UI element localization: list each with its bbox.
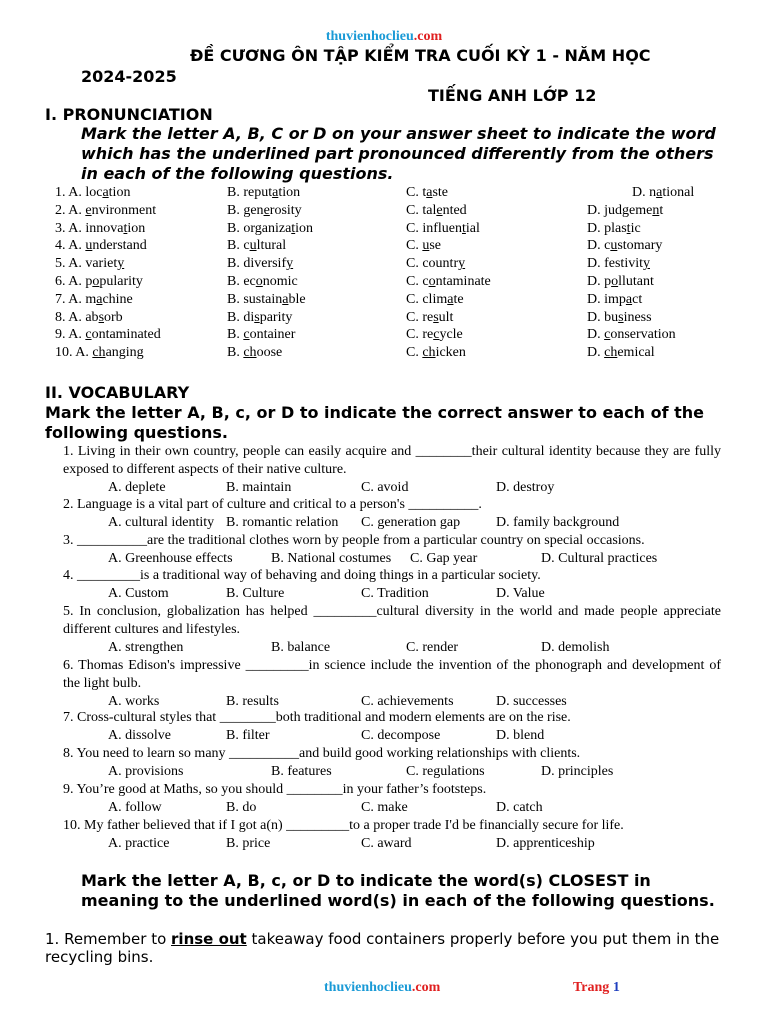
- answer-option-b: B. Culture: [226, 585, 285, 601]
- brand-suffix: .com: [413, 29, 443, 44]
- pronunciation-option: [406, 273, 491, 291]
- pronunciation-option: [227, 309, 292, 327]
- underlined-sound: e: [263, 202, 270, 218]
- word-prefix: B. c: [227, 238, 250, 254]
- word-prefix: D.: [587, 327, 605, 343]
- document-subtitle: TIẾNG ANH LỚP 12: [428, 86, 597, 105]
- vocab-question-1: 1. Living in their own country, people can easily acquire and ________their cultural identity because they are fully exposed to different aspects of their native culture.: [63, 444, 721, 477]
- word-suffix: ycle: [439, 327, 463, 343]
- pronunciation-option: [55, 344, 144, 362]
- underlined-sound: e: [85, 202, 92, 218]
- word-prefix: D. c: [587, 238, 611, 254]
- vocab-question-10: 10. My father believed that if I got a(n) _________to a proper trade I'd be financially secure for life.: [63, 818, 624, 833]
- word-prefix: C. t: [406, 185, 427, 200]
- word-prefix: D. festivit: [587, 256, 643, 272]
- answer-option-c: C. achievements: [361, 693, 454, 709]
- word-prefix: D. n: [632, 185, 657, 200]
- brand-suffix: .com: [411, 980, 441, 995]
- word-prefix: D. judgeme: [587, 202, 653, 218]
- word-suffix: ontaminated: [91, 327, 161, 343]
- answer-option-d: D. Cultural practices: [541, 550, 658, 566]
- underlined-sound: n: [652, 202, 660, 218]
- word-suffix: stomary: [617, 238, 663, 254]
- vocab-question-2: 2. Language is a vital part of culture and critical to a person's __________.: [63, 497, 482, 512]
- pronunciation-row: [0, 220, 768, 238]
- section-pronunciation-heading: I. PRONUNCIATION: [45, 105, 213, 124]
- answer-option-d: D. Value: [496, 585, 545, 601]
- word-prefix: B. diversif: [227, 256, 287, 272]
- underlined-sound: ch: [604, 345, 618, 361]
- underlined-sound: s: [98, 309, 105, 325]
- answer-option-c: C. generation gap: [361, 514, 461, 530]
- pronunciation-row: [0, 255, 768, 273]
- word-prefix: C.: [406, 345, 423, 361]
- underlined-sound: s: [618, 309, 624, 325]
- pronunciation-row: [0, 273, 768, 291]
- answer-option-a: A. dissolve: [108, 727, 171, 743]
- site-brand-footer[interactable]: [324, 980, 440, 996]
- pronunciation-instruction: Mark the letter A, B, C or D on your answer sheet to indicate the word which has the underlined part pronounced differently from the others in each of the following questions.: [81, 124, 716, 183]
- answer-option-a: A. Greenhouse effects: [108, 550, 233, 566]
- word-suffix: llutant: [618, 274, 654, 289]
- word-suffix: tion: [108, 185, 131, 200]
- word-prefix: 7. A. m: [55, 291, 97, 307]
- word-suffix: ct: [632, 291, 643, 307]
- answer-option-d: D. apprenticeship: [496, 835, 595, 851]
- word-prefix: C. c: [406, 274, 429, 289]
- pronunciation-option: [227, 237, 286, 255]
- word-prefix: D. p: [587, 274, 612, 289]
- closest-meaning-instruction: Mark the letter A, B, c, or D to indicate the word(s) CLOSEST in meaning to the underlined word(s) in each of the following questions.: [81, 871, 715, 910]
- answer-option-b: B. maintain: [226, 479, 292, 495]
- word-suffix: ntaminate: [435, 274, 491, 289]
- pronunciation-option: [406, 184, 448, 202]
- pronunciation-option: [55, 220, 145, 238]
- underlined-phrase: rinse out: [171, 930, 247, 948]
- underlined-sound: c: [433, 327, 440, 343]
- pronunciation-option: [587, 255, 650, 273]
- answer-option-b: B. features: [271, 763, 332, 779]
- answer-option-c: C. render: [406, 639, 459, 655]
- underlined-sound: s: [433, 309, 439, 325]
- pronunciation-option: [55, 237, 147, 255]
- word-prefix: 1. A. loc: [55, 185, 103, 200]
- word-prefix: C. clim: [406, 291, 448, 307]
- word-prefix: 2. A.: [55, 202, 86, 218]
- question-text-post: takeaway food containers properly before you put them in the recycling bins.: [45, 930, 720, 966]
- word-prefix: C. influen: [406, 220, 462, 236]
- word-suffix: icken: [435, 345, 466, 361]
- section-vocabulary-heading: II. VOCABULARY: [45, 383, 190, 402]
- underlined-sound: u: [85, 238, 93, 254]
- pronunciation-option: [632, 184, 694, 202]
- pronunciation-row: [0, 237, 768, 255]
- underlined-sound: o: [428, 274, 436, 289]
- pronunciation-option: [227, 184, 300, 202]
- pronunciation-option: [587, 344, 655, 362]
- underlined-sound: a: [272, 185, 279, 200]
- word-prefix: 10. A.: [55, 345, 93, 361]
- brand-prefix: thuvienhoclieu: [325, 29, 414, 44]
- underlined-sound: o: [255, 274, 263, 289]
- answer-option-b: B. romantic relation: [226, 514, 339, 530]
- word-prefix: B. ec: [227, 274, 256, 289]
- underlined-sound: t: [626, 220, 631, 236]
- page-num: 1: [612, 980, 620, 995]
- word-suffix: se: [429, 238, 442, 254]
- answer-option-d: D. successes: [496, 693, 567, 709]
- answer-option-d: D. principles: [541, 763, 614, 779]
- word-suffix: ltural: [256, 238, 287, 254]
- word-suffix: te: [453, 291, 464, 307]
- school-year: 2024-2025: [81, 67, 177, 86]
- pronunciation-row: [0, 202, 768, 220]
- underlined-sound: u: [610, 238, 618, 254]
- answer-option-a: A. deplete: [108, 479, 166, 495]
- pronunciation-option: [587, 326, 676, 344]
- answer-option-b: B. do: [226, 799, 257, 815]
- answer-option-c: C. Gap year: [410, 550, 478, 566]
- vocab-question-6: 6. Thomas Edison's impressive _________in science include the invention of the phonograph and development of the light bulb.: [63, 658, 721, 691]
- document-title: ĐỀ CƯƠNG ÔN TẬP KIỂM TRA CUỐI KỲ 1 - NĂM HỌC: [190, 46, 651, 65]
- word-suffix: ion: [127, 220, 146, 236]
- word-prefix: B. sustain: [227, 291, 283, 307]
- closest-question-1: [45, 930, 735, 966]
- answer-option-a: A. Custom: [108, 585, 169, 601]
- underlined-sound: o: [92, 274, 100, 289]
- underlined-sound: e: [436, 202, 443, 218]
- underlined-sound: s: [254, 309, 260, 325]
- underlined-sound: a: [102, 185, 109, 200]
- pronunciation-row: [0, 344, 768, 362]
- word-prefix: C. tal: [406, 202, 437, 218]
- word-prefix: 6. A. p: [55, 274, 93, 289]
- answer-option-c: C. decompose: [361, 727, 441, 743]
- underlined-sound: a: [447, 291, 454, 307]
- answer-option-b: B. National costumes: [271, 550, 392, 566]
- pronunciation-option: [55, 291, 133, 309]
- word-suffix: nderstand: [92, 238, 147, 254]
- word-prefix: 3. A. innova: [55, 220, 124, 236]
- pronunciation-option: [406, 255, 465, 273]
- vocabulary-instruction: Mark the letter A, B, c, or D to indicate the correct answer to each of the following questions.: [45, 403, 705, 442]
- word-suffix: emical: [617, 345, 655, 361]
- pronunciation-option: [55, 309, 123, 327]
- word-prefix: B. gen: [227, 202, 264, 218]
- word-prefix: C. re: [406, 309, 434, 325]
- word-suffix: tion: [278, 185, 301, 200]
- word-suffix: ion: [295, 220, 314, 236]
- word-prefix: D.: [587, 345, 605, 361]
- underlined-sound: c: [85, 327, 92, 343]
- word-prefix: D. bu: [587, 309, 619, 325]
- underlined-sound: ch: [422, 345, 436, 361]
- pronunciation-option: [587, 273, 654, 291]
- answer-option-b: B. results: [226, 693, 279, 709]
- page-number: [573, 980, 620, 996]
- word-suffix: iness: [623, 309, 652, 325]
- word-suffix: ic: [630, 220, 641, 236]
- underlined-sound: u: [422, 238, 430, 254]
- vocab-question-3: 3. __________are the traditional clothes worn by people from a particular country on special occasions.: [63, 533, 645, 548]
- pronunciation-option: [587, 291, 642, 309]
- underlined-sound: c: [243, 327, 250, 343]
- underlined-sound: a: [426, 185, 433, 200]
- word-prefix: C. re: [406, 327, 434, 343]
- pronunciation-option: [227, 273, 298, 291]
- word-suffix: orb: [104, 309, 123, 325]
- word-prefix: 5. A. variet: [55, 256, 118, 272]
- underlined-sound: t: [123, 220, 128, 236]
- answer-option-a: A. follow: [108, 799, 162, 815]
- word-suffix: tional: [662, 185, 695, 200]
- word-prefix: B. organiza: [227, 220, 292, 236]
- word-prefix: B.: [227, 327, 244, 343]
- vocab-question-9: 9. You’re good at Maths, so you should ________in your father’s footsteps.: [63, 782, 487, 797]
- pronunciation-option: [55, 255, 124, 273]
- pronunciation-option: [406, 309, 453, 327]
- answer-option-c: C. award: [361, 835, 412, 851]
- word-suffix: chine: [102, 291, 133, 307]
- underlined-sound: a: [282, 291, 289, 307]
- word-prefix: D. imp: [587, 291, 626, 307]
- pronunciation-option: [55, 202, 156, 220]
- pronunciation-option: [227, 202, 302, 220]
- word-suffix: t: [659, 202, 664, 218]
- pronunciation-option: [587, 237, 662, 255]
- question-text-pre: 1. Remember to: [45, 930, 172, 948]
- underlined-sound: a: [625, 291, 633, 307]
- word-suffix: ial: [465, 220, 480, 236]
- word-suffix: ste: [432, 185, 449, 200]
- pronunciation-option: [55, 326, 161, 344]
- word-prefix: B. di: [227, 309, 255, 325]
- pronunciation-row: [0, 184, 768, 202]
- pronunciation-option: [406, 291, 464, 309]
- answer-option-d: D. blend: [496, 727, 545, 743]
- answer-option-b: B. price: [226, 835, 271, 851]
- word-prefix: C. countr: [406, 256, 459, 272]
- answer-option-b: B. filter: [226, 727, 270, 743]
- answer-option-d: D. destroy: [496, 479, 555, 495]
- answer-option-a: A. provisions: [108, 763, 184, 779]
- pronunciation-option: [406, 326, 463, 344]
- word-suffix: rosity: [269, 202, 302, 218]
- word-suffix: onservation: [610, 327, 676, 343]
- underlined-sound: y: [286, 256, 294, 272]
- answer-option-a: A. strengthen: [108, 639, 184, 655]
- pronunciation-option: [227, 344, 282, 362]
- vocab-question-5: 5. In conclusion, globalization has helped _________cultural diversity in the world and made people appreciate different cultures and lifestyles.: [63, 604, 721, 637]
- underlined-sound: t: [462, 220, 466, 236]
- word-prefix: 4. A.: [55, 238, 86, 254]
- word-suffix: nomic: [262, 274, 298, 289]
- pronunciation-option: [587, 202, 663, 220]
- brand-prefix: thuvienhoclieu: [324, 980, 412, 995]
- underlined-sound: u: [249, 238, 257, 254]
- answer-option-d: D. catch: [496, 799, 543, 815]
- word-suffix: anging: [105, 345, 144, 361]
- word-suffix: nted: [442, 202, 467, 218]
- answer-option-c: C. avoid: [361, 479, 409, 495]
- answer-option-c: C. Tradition: [361, 585, 429, 601]
- word-suffix: parity: [259, 309, 293, 325]
- pronunciation-option: [406, 220, 480, 238]
- answer-option-a: A. works: [108, 693, 160, 709]
- word-suffix: ontainer: [249, 327, 296, 343]
- pronunciation-row: [0, 291, 768, 309]
- answer-option-d: D. demolish: [541, 639, 610, 655]
- word-prefix: 8. A. ab: [55, 309, 99, 325]
- word-prefix: 9. A.: [55, 327, 86, 343]
- pronunciation-option: [227, 220, 313, 238]
- word-suffix: ult: [438, 309, 454, 325]
- vocab-question-8: 8. You need to learn so many __________and build good working relationships with clients.: [63, 746, 581, 761]
- page-word: Trang: [573, 980, 613, 995]
- word-suffix: pularity: [99, 274, 143, 289]
- word-prefix: C.: [406, 238, 423, 254]
- pronunciation-option: [227, 291, 306, 309]
- word-suffix: oose: [256, 345, 283, 361]
- answer-option-d: D. family background: [496, 514, 620, 530]
- word-prefix: D. plas: [587, 220, 627, 236]
- pronunciation-option: [227, 255, 293, 273]
- underlined-sound: ch: [92, 345, 106, 361]
- answer-option-a: A. practice: [108, 835, 170, 851]
- underlined-sound: a: [656, 185, 663, 200]
- vocab-question-4: 4. _________is a traditional way of behaving and doing things in a particular society.: [63, 568, 541, 583]
- pronunciation-option: [587, 220, 641, 238]
- word-suffix: ble: [288, 291, 306, 307]
- pronunciation-option: [227, 326, 295, 344]
- pronunciation-option: [587, 309, 652, 327]
- answer-option-b: B. balance: [271, 639, 331, 655]
- answer-option-c: C. make: [361, 799, 408, 815]
- underlined-sound: y: [458, 256, 466, 272]
- word-prefix: B.: [227, 345, 244, 361]
- underlined-sound: a: [96, 291, 103, 307]
- underlined-sound: o: [611, 274, 619, 289]
- pronunciation-option: [55, 184, 130, 202]
- underlined-sound: y: [643, 256, 650, 272]
- underlined-sound: t: [291, 220, 296, 236]
- pronunciation-row: [0, 326, 768, 344]
- vocab-question-7: 7. Cross-cultural styles that ________both traditional and modern elements are on the rise.: [63, 710, 571, 725]
- word-prefix: B. reput: [227, 185, 273, 200]
- word-suffix: nvironment: [91, 202, 157, 218]
- pronunciation-option: [55, 273, 143, 291]
- pronunciation-option: [406, 237, 441, 255]
- pronunciation-option: [406, 202, 467, 220]
- pronunciation-option: [406, 344, 466, 362]
- pronunciation-row: [0, 309, 768, 327]
- underlined-sound: c: [604, 327, 611, 343]
- answer-option-a: A. cultural identity: [108, 514, 215, 530]
- underlined-sound: ch: [243, 345, 257, 361]
- answer-option-c: C. regulations: [406, 763, 485, 779]
- underlined-sound: y: [117, 256, 125, 272]
- site-brand-header[interactable]: [0, 29, 768, 45]
